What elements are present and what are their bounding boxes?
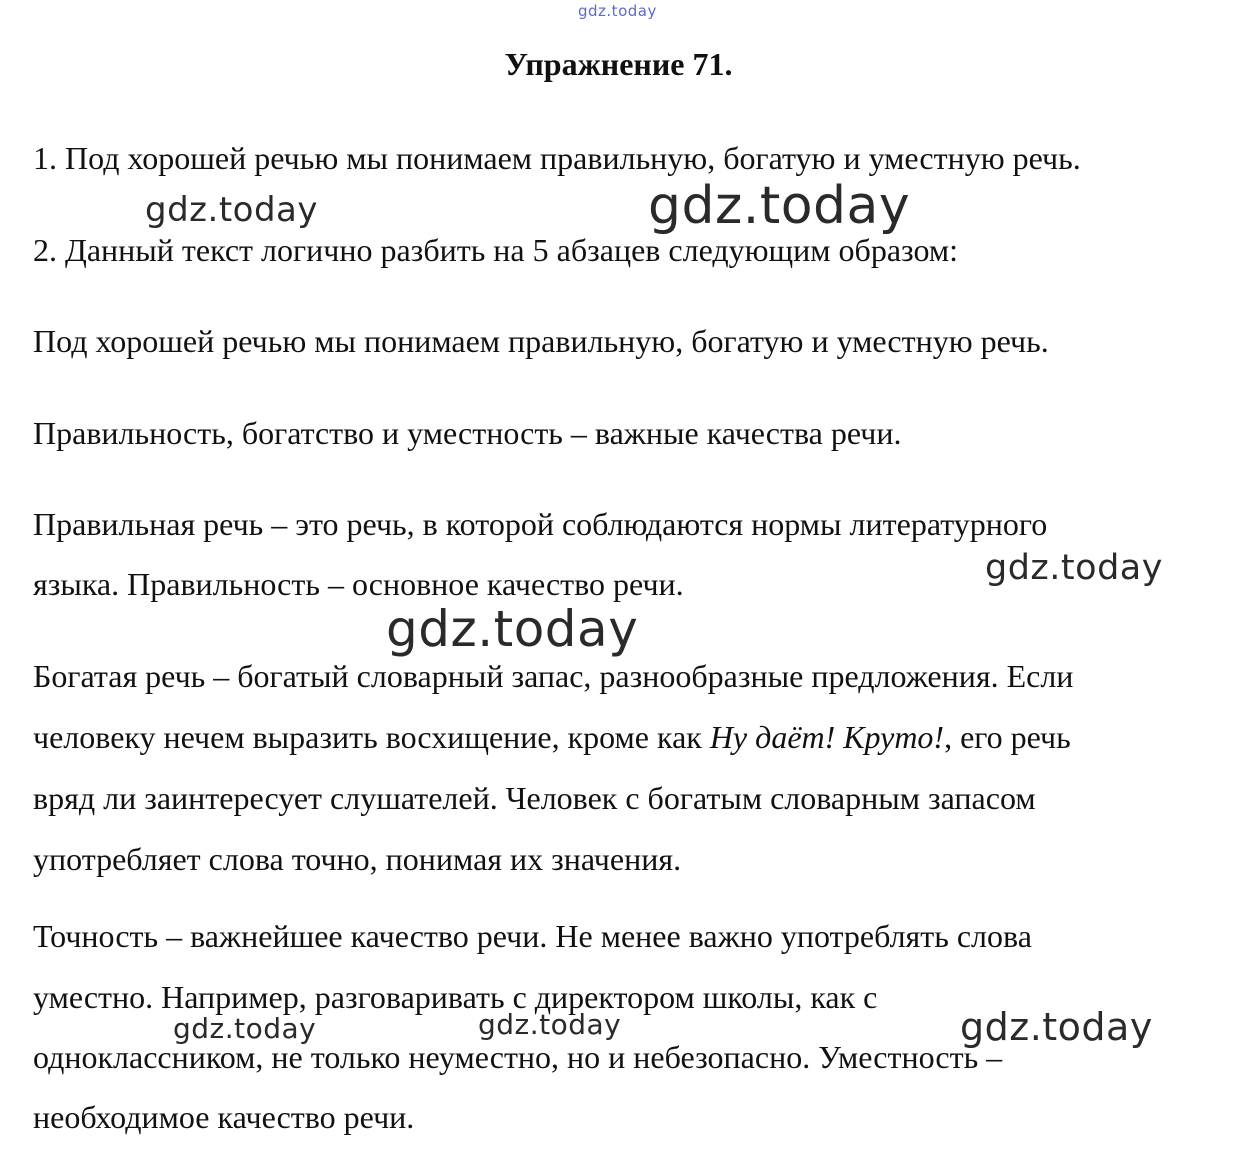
text-line: Богатая речь – богатый словарный запас, разнообразные предложения. Если [33, 658, 1074, 694]
text-line: языка. Правильность – основное качество речи. [33, 566, 684, 602]
text-line: Правильная речь – это речь, в которой соблюдаются нормы литературного [33, 506, 1048, 542]
text-segment: человеку нечем выразить восхищение, кроме как [33, 719, 710, 755]
text-line: вряд ли заинтересует слушателей. Человек с богатым словарным запасом [33, 780, 1036, 816]
watermark: gdz.today [386, 600, 639, 658]
watermark: gdz.today [478, 1008, 622, 1041]
watermark-top: gdz.today [578, 2, 657, 20]
text-line: уместно. Например, разговаривать с директором школы, как с [33, 979, 878, 1015]
italic-quote: Ну даёт! Круто! [709, 719, 945, 755]
watermark: gdz.today [145, 190, 318, 230]
watermark: gdz.today [960, 1005, 1153, 1049]
text-line [33, 721, 1071, 753]
watermark: gdz.today [648, 176, 911, 236]
page-title: Упражнение 71. [504, 46, 733, 82]
text-line: 2. Данный текст логично разбить на 5 абзацев следующим образом: [33, 232, 959, 268]
text-line: употребляет слова точно, понимая их значения. [33, 841, 682, 877]
text-line: 1. Под хорошей речью мы понимаем правильную, богатую и уместную речь. [33, 140, 1081, 176]
text-segment: , его речь [944, 719, 1071, 755]
watermark: gdz.today [985, 548, 1163, 588]
text-line: Правильность, богатство и уместность – важные качества речи. [33, 415, 902, 451]
text-line: Точность – важнейшее качество речи. Не менее важно употреблять слова [33, 918, 1032, 954]
text-line: необходимое качество речи. [33, 1099, 415, 1135]
watermark: gdz.today [173, 1012, 317, 1045]
text-line: Под хорошей речью мы понимаем правильную, богатую и уместную речь. [33, 323, 1049, 359]
text-line: одноклассником, не только неуместно, но и небезопасно. Уместность – [33, 1039, 1003, 1075]
